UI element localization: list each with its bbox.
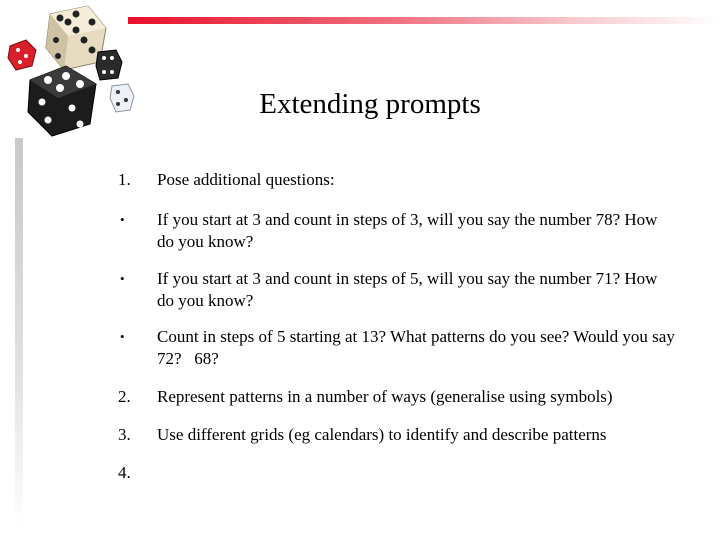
list-number: 4. <box>118 463 131 482</box>
bullet-icon: • <box>120 329 125 344</box>
bullet-icon: • <box>120 271 125 286</box>
bullet-icon: • <box>120 212 125 227</box>
list-number: 3. <box>118 425 131 444</box>
list-text: If you start at 3 and count in steps of 5, will you say the number 71? How do you know? <box>157 269 658 310</box>
black-die-icon <box>28 66 96 136</box>
decorative-left-bar <box>15 138 23 530</box>
small-dark-die-icon <box>96 50 122 80</box>
red-die-icon <box>8 40 36 70</box>
list-number: 2. <box>118 387 131 406</box>
list-text: If you start at 3 and count in steps of 3, will you say the number 78? How do you know? <box>157 210 658 251</box>
list-text: Use different grids (eg calendars) to identify and describe patterns <box>157 425 607 444</box>
list-text: Pose additional questions: <box>157 170 335 189</box>
list-text: Represent patterns in a number of ways (generalise using symbols) <box>157 387 613 406</box>
white-die-icon <box>110 84 134 112</box>
dice-illustration <box>0 0 140 140</box>
decorative-top-bar <box>128 17 720 24</box>
list-text: Count in steps of 5 starting at 13? What patterns do you see? Would you say 72? 68? <box>157 327 680 368</box>
page-title: Extending prompts <box>259 88 481 120</box>
list-number: 1. <box>118 170 131 189</box>
